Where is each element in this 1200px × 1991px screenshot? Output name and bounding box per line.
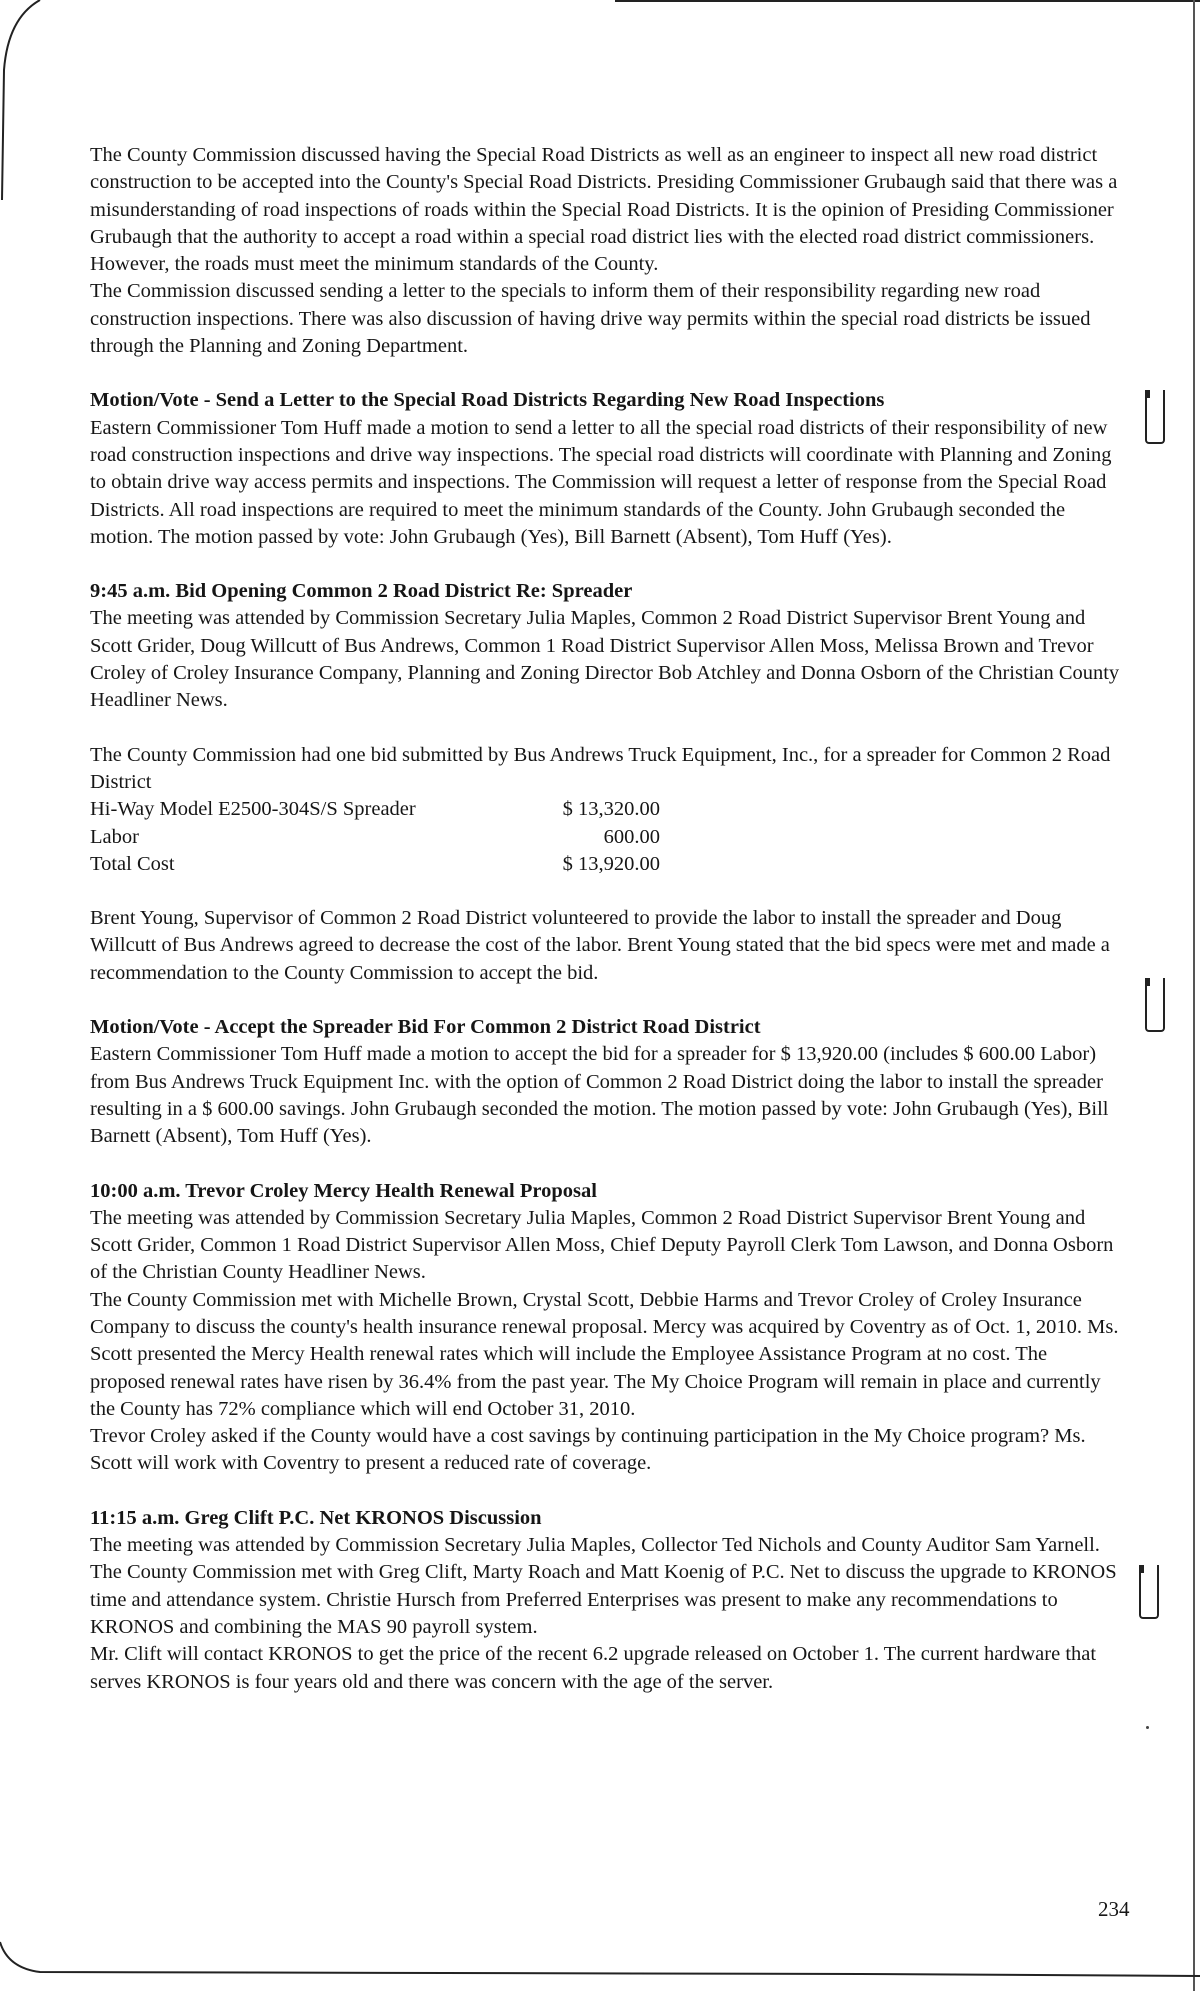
section-motion-letter <box>90 387 1120 551</box>
paragraph: Eastern Commissioner Tom Huff made a motion to send a letter to all the special road districts of their responsibility of new road construction inspections and drive way inspections. The special road districts will coordinate with Planning and Zoning to obtain drive way access permits and inspections. The Commission will request a letter of response from the Special Road Districts. All road inspections are required to meet the minimum standards of the County. John Grubaugh seconded the motion. The motion passed by vote: John Grubaugh (Yes), Bill Barnett (Absent), Tom Huff (Yes). <box>90 416 1112 548</box>
page-edge-right <box>1193 0 1195 1991</box>
table-row <box>90 851 660 878</box>
cost-item: Hi-Way Model E2500-304S/S Spreader <box>90 798 416 821</box>
section-heading: 10:00 a.m. Trevor Croley Mercy Health Renewal Proposal <box>90 1179 597 1202</box>
cost-item: Labor <box>90 825 139 848</box>
page-corner-curve-bottom-left <box>0 1940 1200 1991</box>
section-heading: 11:15 a.m. Greg Clift P.C. Net KRONOS Discussion <box>90 1506 542 1529</box>
document-body <box>90 142 1120 1696</box>
section-labor-volunteer <box>90 905 1120 987</box>
table-row <box>90 796 660 823</box>
paragraph: The Commission discussed sending a letter to the specials to inform them of their responsibility regarding new road construction inspections. There was also discussion of having drive way permits within the special road districts be issued through the Planning and Zoning Department. <box>90 280 1091 358</box>
table-row <box>90 824 660 851</box>
scan-speck <box>1146 1726 1149 1729</box>
section-heading: 9:45 a.m. Bid Opening Common 2 Road District Re: Spreader <box>90 580 633 603</box>
paragraph: Trevor Croley asked if the County would have a cost savings by continuing participation in the My Choice program? Ms. Scott will work with Coventry to present a reduced rate of coverage. <box>90 1425 1086 1475</box>
paragraph: Brent Young, Supervisor of Common 2 Road District volunteered to provide the labor to install the spreader and Doug Willcutt of Bus Andrews agreed to decrease the cost of the labor. Brent Young stated that the bid specs were met and made a recommendation to the County Commission to accept the bid. <box>90 907 1110 984</box>
section-bid-opening <box>90 578 1120 714</box>
section-mercy-health <box>90 1178 1120 1478</box>
paragraph: The meeting was attended by Commission Secretary Julia Maples, Common 2 Road District Supervisor Brent Young and Scott Grider, Doug Willcutt of Bus Andrews, Common 1 Road District Supervisor Allen Moss, Melissa Brown and Trevor Croley of Croley Insurance Company, Planning and Zoning Director Bob Atchley and Donna Osborn of the Christian County Headliner News. <box>90 607 1120 712</box>
binder-bracket-3 <box>1139 1565 1159 1619</box>
page-edge-top <box>615 0 1200 2</box>
section-bid-details <box>90 742 1120 878</box>
bid-cost-table <box>90 796 660 878</box>
section-kronos <box>90 1505 1120 1696</box>
section-heading: Motion/Vote - Accept the Spreader Bid For Common 2 District Road District <box>90 1016 761 1039</box>
page-corner-curve-top-left <box>0 0 60 200</box>
paragraph: The County Commission discussed having the Special Road Districts as well as an engineer to inspect all new road district construction to be accepted into the County's Special Road Districts. Presiding Commissioner Grubaugh said that there was a misunderstanding of road inspections of roads within the Special Road Districts. It is the opinion of Presiding Commissioner Grubaugh that the authority to accept a road within a special road district lies with the elected road district commissioners. However, the roads must meet the minimum standards of the County. <box>90 144 1118 276</box>
cost-item: Total Cost <box>90 852 175 875</box>
paragraph: The meeting was attended by Commission Secretary Julia Maples, Common 2 Road District Supervisor Brent Young and Scott Grider, Common 1 Road District Supervisor Allen Moss, Chief Deputy Payroll Clerk Tom Lawson, and Donna Osborn of the Christian County Headliner News. <box>90 1206 1114 1284</box>
paragraph: The County Commission had one bid submitted by Bus Andrews Truck Equipment, Inc., for a spreader for Common 2 Road District <box>90 743 1111 793</box>
paragraph: The meeting was attended by Commission Secretary Julia Maples, Collector Ted Nichols and County Auditor Sam Yarnell. <box>90 1534 1100 1557</box>
paragraph: Eastern Commissioner Tom Huff made a motion to accept the bid for a spreader for $ 13,920.00 (includes $ 600.00 Labor) from Bus Andrews Truck Equipment Inc. with the option of Common 2 Road District doing the labor to install the spreader resulting in a $ 600.00 savings. John Grubaugh seconded the motion. The motion passed by vote: John Grubaugh (Yes), Bill Barnett (Absent), Tom Huff (Yes). <box>90 1043 1109 1148</box>
cost-amount: $ 13,320.00 <box>562 798 660 821</box>
cost-amount: $ 13,920.00 <box>562 852 660 875</box>
binder-bracket-1 <box>1145 390 1165 444</box>
page-number: 234 <box>1098 1897 1130 1921</box>
paragraph: The County Commission met with Michelle Brown, Crystal Scott, Debbie Harms and Trevor Croley of Croley Insurance Company to discuss the county's health insurance renewal proposal. Mercy was acquired by Coventry as of Oct. 1, 2010. Ms. Scott presented the Mercy Health renewal rates which will include the Employee Assistance Program at no cost. The proposed renewal rates have risen by 36.4% from the past year. The My Choice Program will remain in place and currently the County has 72% compliance which will end October 31, 2010. <box>90 1288 1119 1420</box>
section-motion-accept-bid <box>90 1014 1120 1150</box>
paragraph: Mr. Clift will contact KRONOS to get the price of the recent 6.2 upgrade released on October 1. The current hardware that serves KRONOS is four years old and there was concern with the age of the server. <box>90 1643 1097 1693</box>
section-road-inspections <box>90 142 1120 360</box>
section-heading: Motion/Vote - Send a Letter to the Special Road Districts Regarding New Road Inspections <box>90 389 885 412</box>
cost-amount: 600.00 <box>603 825 660 848</box>
binder-bracket-2 <box>1145 978 1165 1032</box>
paragraph: The County Commission met with Greg Clift, Marty Roach and Matt Koenig of P.C. Net to discuss the upgrade to KRONOS time and attendance system. Christie Hursch from Preferred Enterprises was present to make any recommendations to KRONOS and combining the MAS 90 payroll system. <box>90 1561 1117 1638</box>
